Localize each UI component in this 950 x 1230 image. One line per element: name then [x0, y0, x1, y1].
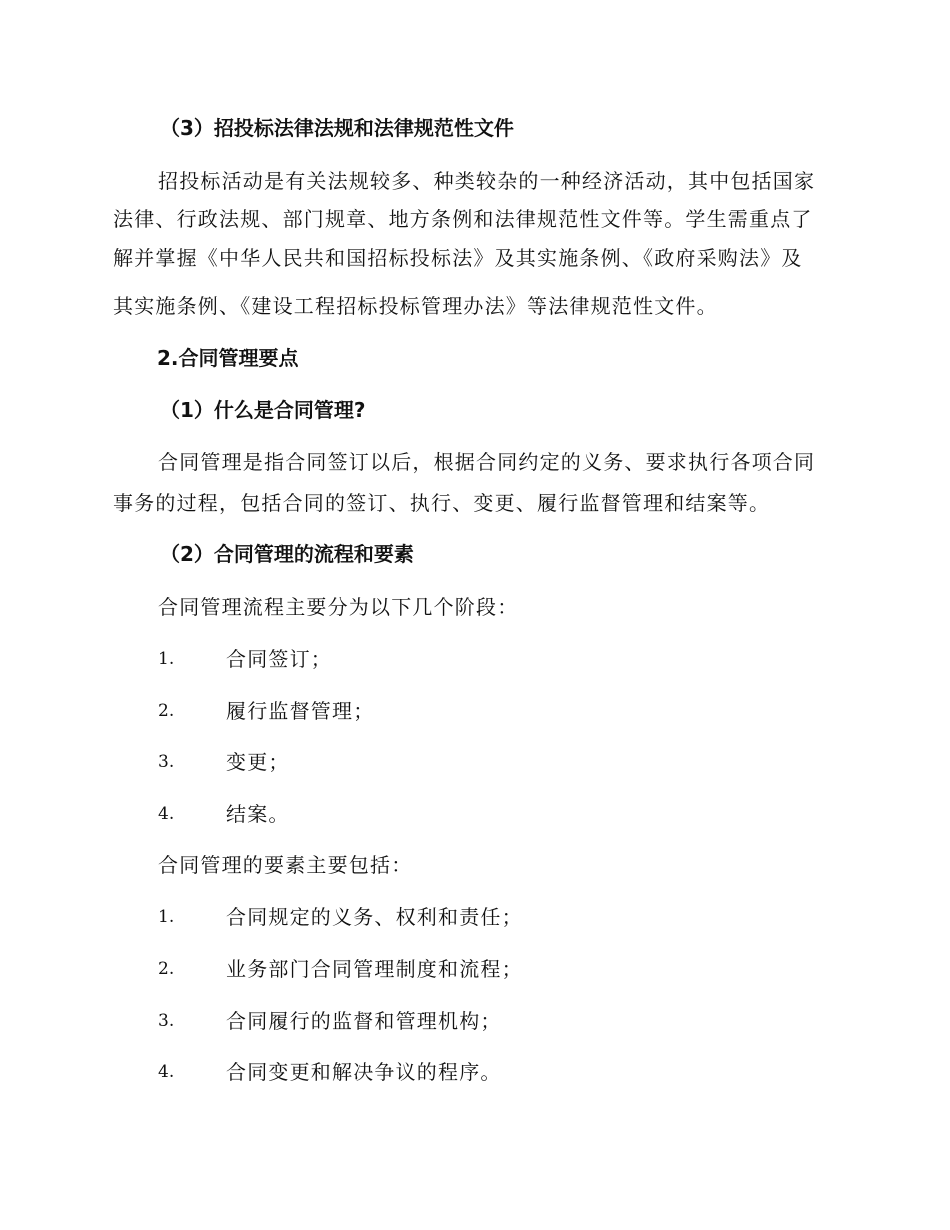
section-heading-3: （3）招投标法律法规和法律规范性文件	[160, 116, 514, 140]
list-item-text: 履行监督管理；	[226, 699, 375, 723]
list-number: 3.	[158, 1011, 175, 1031]
list-number: 2.	[158, 959, 175, 979]
list-intro: 合同管理的要素主要包括：	[158, 853, 413, 877]
list-number: 1.	[158, 907, 175, 927]
subsection-heading-2: （2）合同管理的流程和要素	[160, 542, 414, 566]
paragraph-line: 解并掌握《中华人民共和国招标投标法》及其实施条例、《政府采购法》及	[113, 246, 803, 270]
paragraph-line: 招投标活动是有关法规较多、种类较杂的一种经济活动，其中包括国家	[158, 169, 816, 193]
list-number: 4.	[158, 1062, 175, 1082]
list-number: 4.	[158, 804, 175, 824]
list-item-text: 合同规定的义务、权利和责任；	[226, 905, 523, 929]
list-item-text: 合同履行的监督和管理机构；	[226, 1009, 502, 1033]
list-number: 1.	[158, 649, 175, 669]
list-item-text: 变更；	[226, 750, 290, 774]
list-number: 3.	[158, 752, 175, 772]
list-number: 2.	[158, 701, 175, 721]
paragraph-line: 合同管理是指合同签订以后，根据合同约定的义务、要求执行各项合同	[158, 450, 816, 474]
paragraph-line: 事务的过程，包括合同的签订、执行、变更、履行监督管理和结案等。	[113, 491, 771, 515]
paragraph-line: 其实施条例、《建设工程招标投标管理办法》等法律规范性文件。	[113, 294, 718, 318]
section-heading-2: 2.合同管理要点	[157, 346, 299, 370]
list-item-text: 业务部门合同管理制度和流程；	[226, 957, 523, 981]
list-item-text: 合同签订；	[226, 647, 332, 671]
paragraph-line: 法律、行政法规、部门规章、地方条例和法律规范性文件等。学生需重点了	[113, 207, 813, 231]
subsection-heading-1: （1）什么是合同管理?	[160, 398, 366, 422]
list-item-text: 结案。	[226, 802, 290, 826]
list-item-text: 合同变更和解决争议的程序。	[226, 1060, 502, 1084]
list-intro: 合同管理流程主要分为以下几个阶段：	[158, 595, 519, 619]
